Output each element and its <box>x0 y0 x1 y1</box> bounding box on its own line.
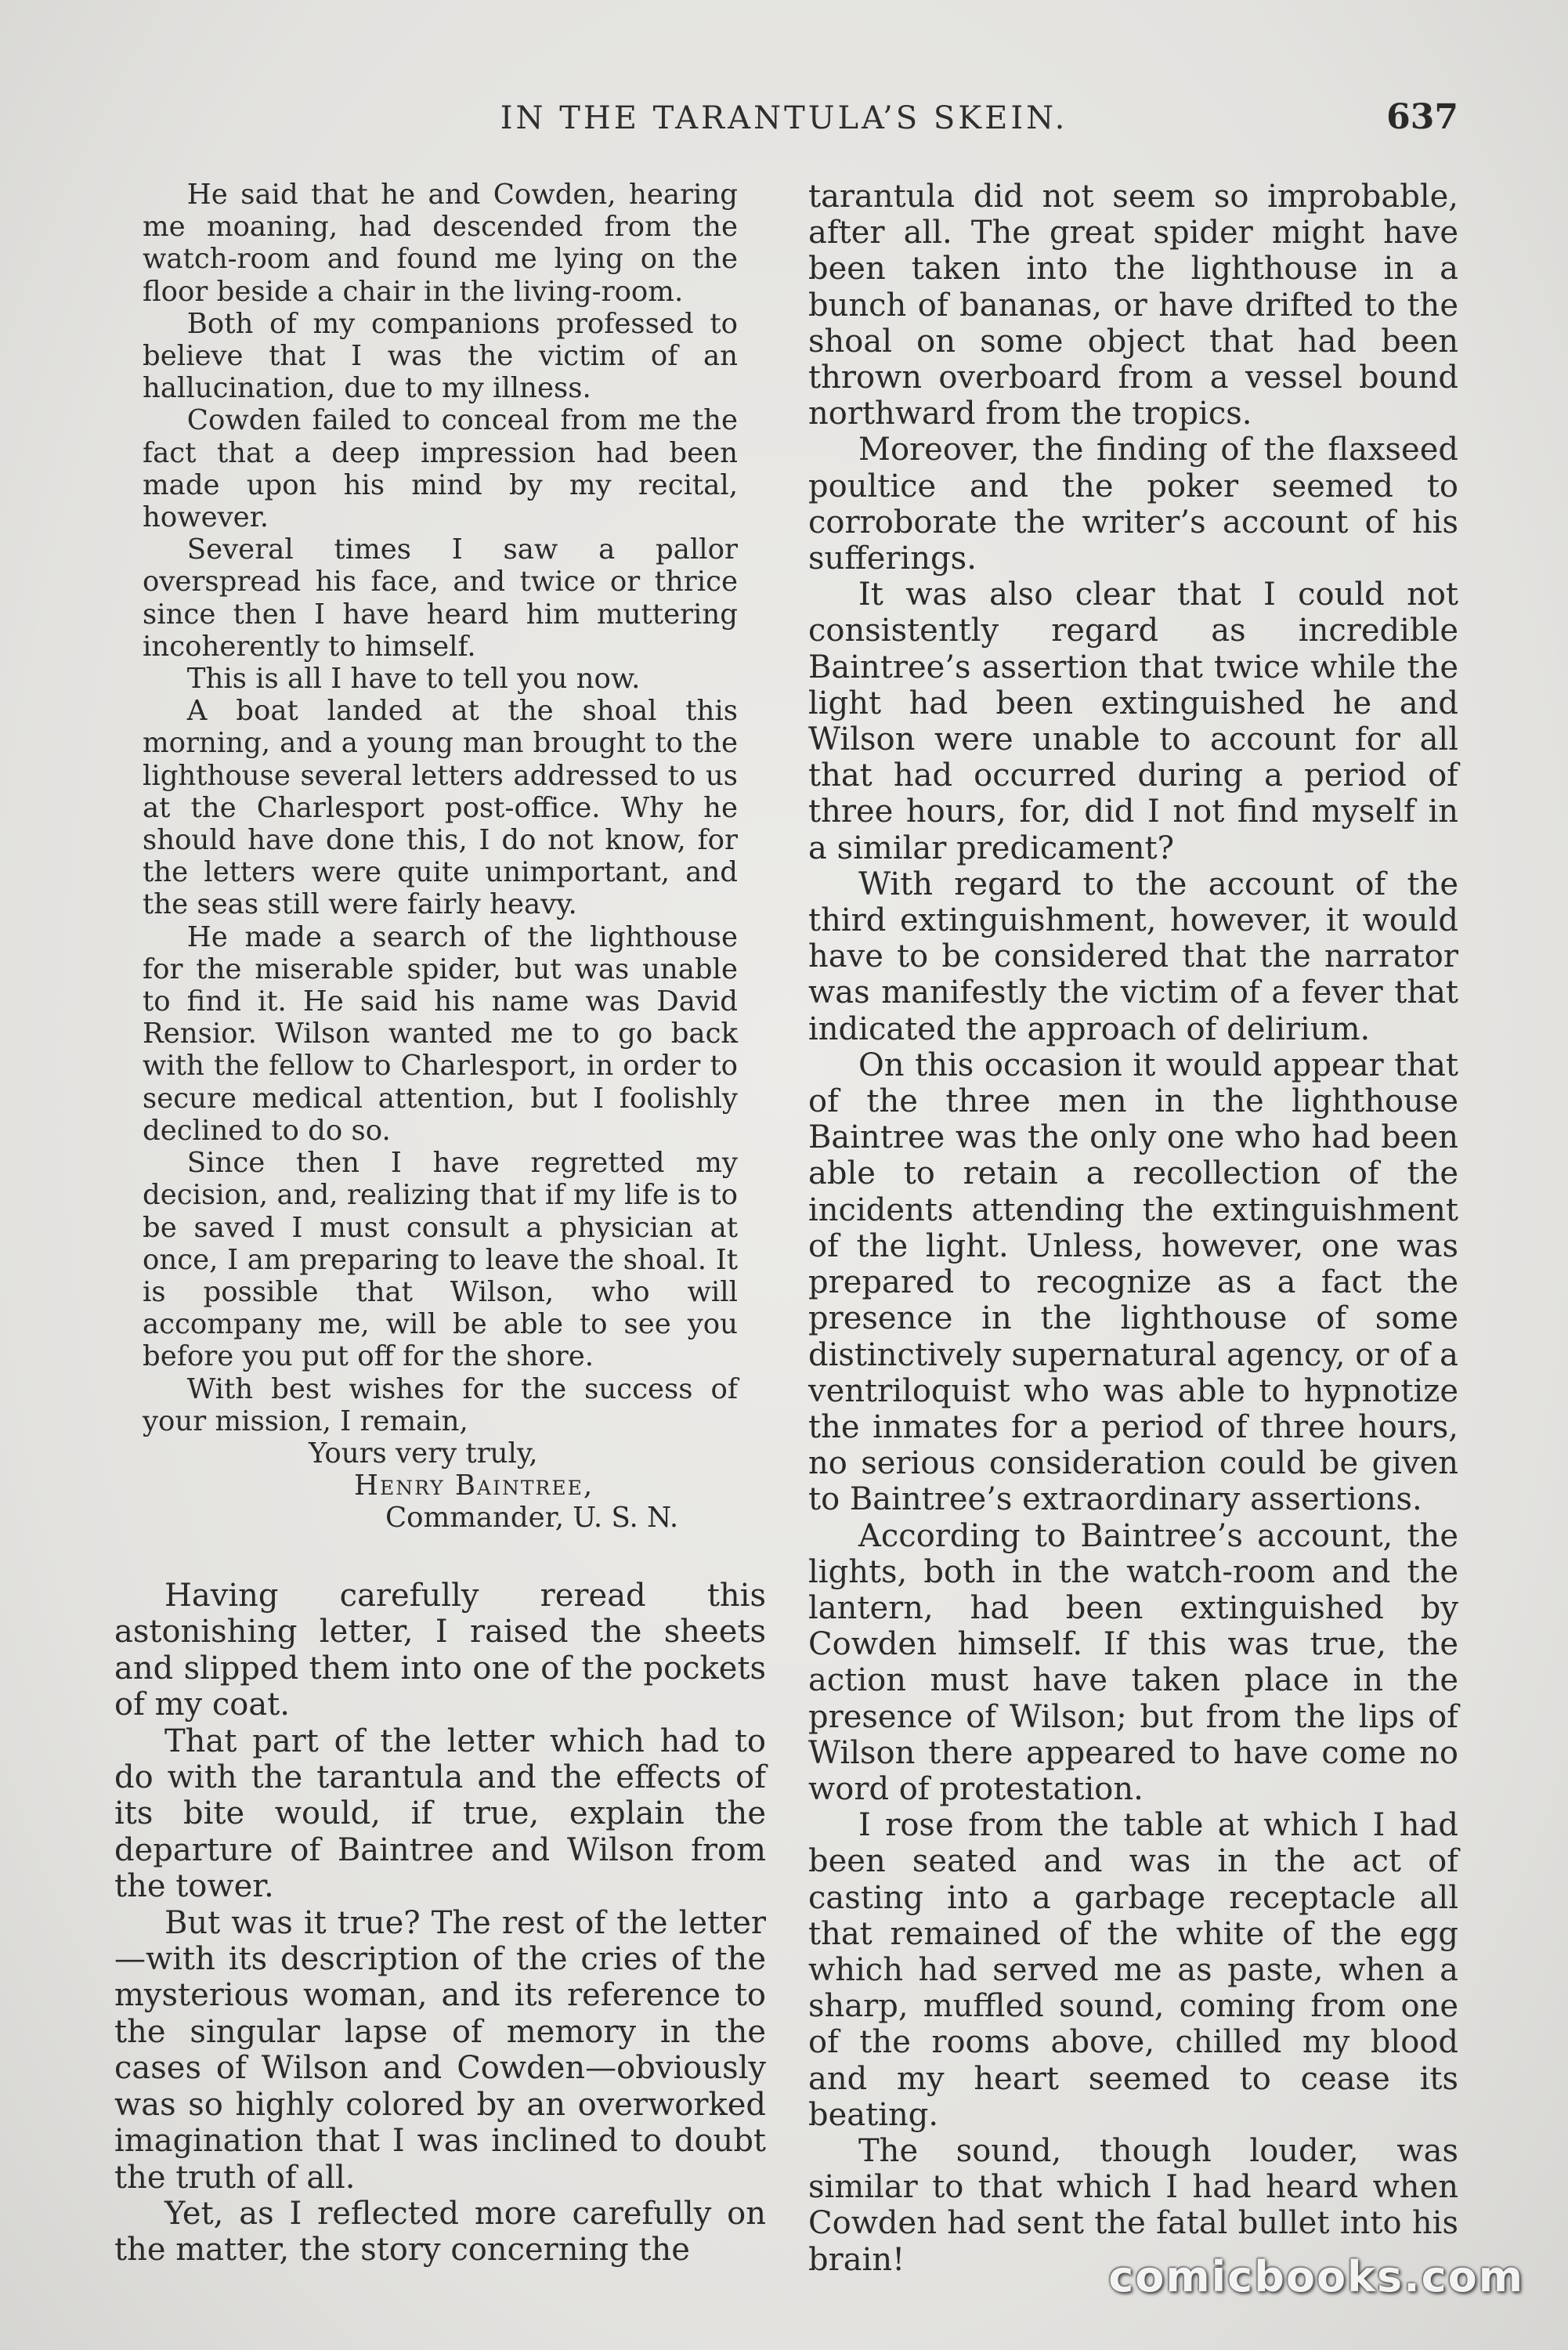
page-header <box>110 97 1458 147</box>
narrative-paragraph: With regard to the account of the third extinguishment, however, it would have to be considered that the narrator was manifestly the victim of a fever that indicated the approach of delirium. <box>808 866 1458 1047</box>
letter-rank: Commander, U. S. N. <box>385 1502 679 1535</box>
narrative-paragraph: On this occasion it would appear that of the three men in the lighthouse Baintree was the only one who had been able to retain a recollection of the incidents attending the extinguishment of the light. Unless, however, one was prepared to recognize as a fact the presence in the lighthouse of some distinctively supernatural agency, or of a ventriloquist who was able to hypnotize the inmates for a period of three hours, no serious consideration could be given to Baintree’s extraordinary assertions. <box>808 1047 1458 1518</box>
letter-paragraph: He said that he and Cowden, hearing me moaning, had descended from the watch-room and found me lying on the floor beside a chair in the living-room. <box>143 179 738 308</box>
narrative-paragraph: It was also clear that I could not consistently regard as incredible Baintree’s assertion that twice while the light had been extinguished he and Wilson were unable to account for all that had occurred during a period of three hours, for, did I not find myself in a similar predicament? <box>808 577 1458 866</box>
narrative-paragraph: I rose from the table at which I had been seated and was in the act of casting into a garbage receptacle all that remained of the white of the egg which had served me as paste, when a sharp, muffled sound, coming from one of the rooms above, chilled my blood and my heart seemed to cease its beating. <box>808 1807 1458 2133</box>
letter-column <box>143 179 738 1535</box>
narrative-continuation: tarantula did not seem so improbable, after all. The great spider might have been taken into the lighthouse in a bunch of bananas, or have drifted to the shoal on some object that had been thrown overboard from a vessel bound northward from the tropics. <box>808 179 1458 432</box>
page-number: 637 <box>1386 97 1458 137</box>
letter-paragraph: Cowden failed to conceal from me the fact that a deep impression had been made upon his mind by my recital, however. <box>143 404 738 534</box>
letter-signature: Henry Baintree, <box>354 1470 594 1502</box>
narrative-right-column <box>808 179 1458 2278</box>
letter-paragraph: With best wishes for the success of your mission, I remain, <box>143 1372 738 1437</box>
letter-paragraph: Both of my companions professed to believe that I was the victim of an hallucination, due to my illness. <box>143 307 738 405</box>
letter-paragraph: A boat landed at the shoal this morning, and a young man brought to the lighthouse several letters addressed to us at the Charlesport post-office. Why he should have done this, I do not know, for the letters were quite unimportant, and the seas still were fairly heavy. <box>143 695 738 921</box>
letter-closing: Yours very truly, <box>309 1437 538 1470</box>
narrative-paragraph: Yet, as I reflected more carefully on the matter, the story concerning the <box>114 2195 766 2269</box>
narrative-paragraph: That part of the letter which had to do with the tarantula and the effects of its bite would, if true, explain the departure of Baintree and Wilson from the tower. <box>114 1723 766 1905</box>
watermark-logo: comicbooks.com <box>1108 2252 1524 2301</box>
letter-paragraph: This is all I have to tell you now. <box>186 663 641 696</box>
narrative-paragraph: But was it true? The rest of the letter—with its description of the cries of the mysterious woman, and its reference to the singular lapse of memory in the cases of Wilson and Cowden—obviously was so highly colored by an overworked imagination that I was inclined to doubt the truth of all. <box>114 1904 766 2196</box>
narrative-paragraph: Moreover, the finding of the flaxseed poultice and the poker seemed to corroborate the writer’s account of his sufferings. <box>808 432 1458 577</box>
running-title: IN THE TARANTULA’S SKEIN. <box>500 100 1068 136</box>
letter-paragraph: He made a search of the lighthouse for the miserable spider, but was unable to find it. He said his name was David Rensior. Wilson wanted me to go back with the fellow to Charlesport, in order to secure medical attention, but I foolishly declined to do so. <box>143 920 738 1147</box>
letter-paragraph: Several times I saw a pallor overspread his face, and twice or thrice since then I have heard him muttering incoherently to himself. <box>143 533 738 663</box>
narrative-paragraph: According to Baintree’s account, the lights, both in the watch-room and the lantern, had been extinguished by Cowden himself. If this was true, the action must have taken place in the presence of Wilson; but from the lips of Wilson there appeared to have come no word of protestation. <box>808 1517 1458 1807</box>
narrative-paragraph: The sound, though louder, was similar to that which I had heard when Cowden had sent the fatal bullet into his brain! <box>808 2132 1458 2278</box>
narrative-left-column <box>114 1578 766 2269</box>
letter-signoff <box>143 1437 738 1535</box>
narrative-paragraph: Having carefully reread this astonishing letter, I raised the sheets and slipped them into one of the pockets of my coat. <box>114 1578 766 1723</box>
letter-paragraph: Since then I have regretted my decision, and, realizing that if my life is to be saved I must consult a physician at once, I am preparing to leave the shoal. It is possible that Wilson, who will accompany me, will be able to see you before you put off for the shore. <box>143 1147 738 1373</box>
